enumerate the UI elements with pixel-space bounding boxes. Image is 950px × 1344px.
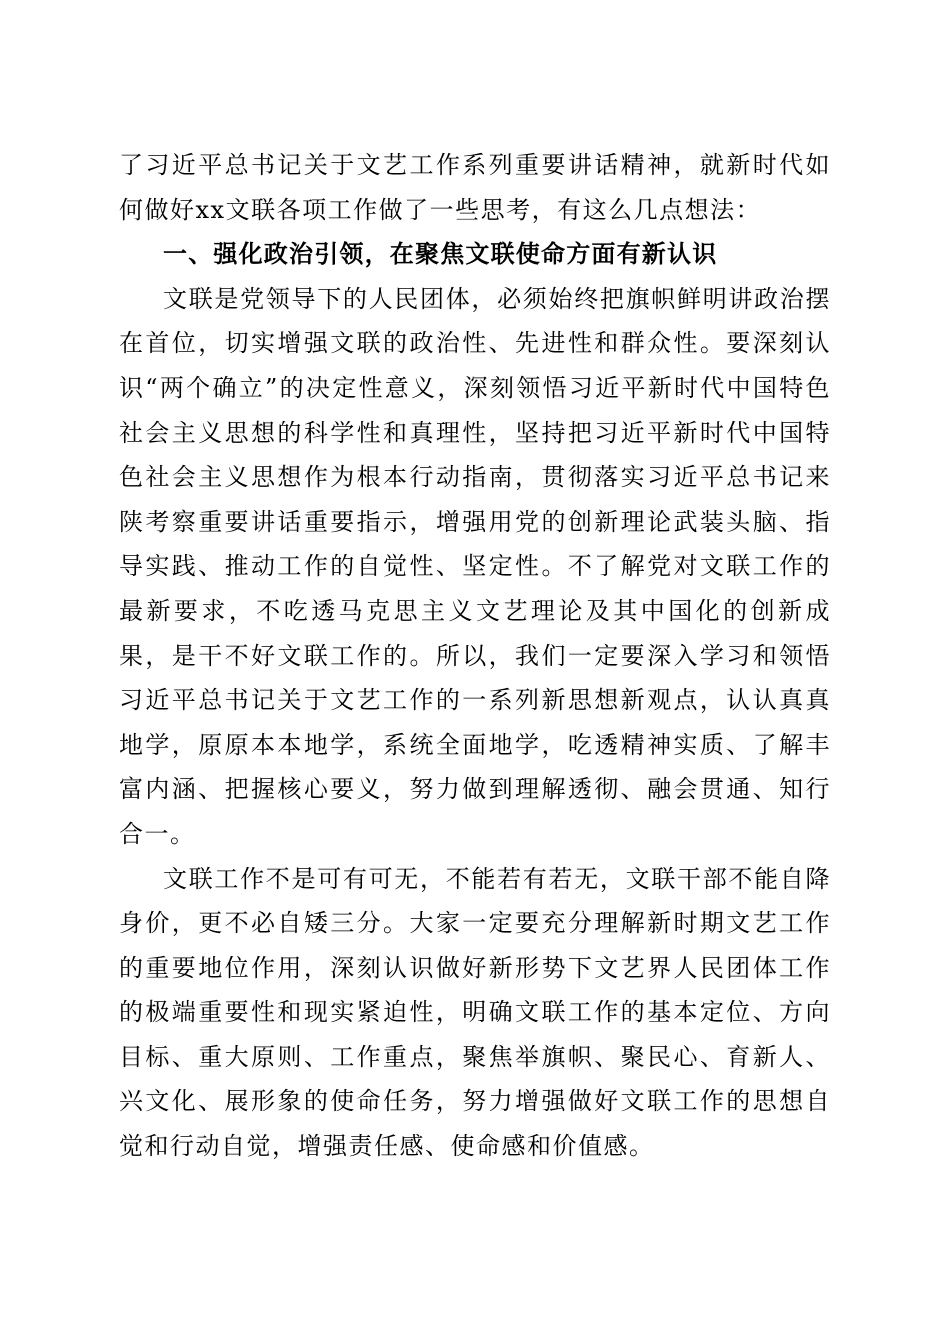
body-paragraph: 文联工作不是可有可无，不能若有若无，文联干部不能自降身价，更不必自矮三分。大家一定要充分理解新时期文艺工作的重要地位作用，深刻认识做好新形势下文艺界人民团体工作的极端重要性和现实紧迫性，明确文联工作的基本定位、方向目标、重大原则、工作重点，聚焦举旗帜、聚民心、育新人、兴文化、展形象的使命任务，努力增强做好文联工作的思想自觉和行动自觉，增强责任感、使命感和价值感。 bbox=[119, 864, 831, 1161]
paragraph-continuation: 了习近平总书记关于文艺工作系列重要讲话精神，就新时代如何做好xx文联各项工作做了一些思考，有这么几点想法： bbox=[119, 151, 831, 224]
document-body bbox=[119, 143, 831, 1169]
body-paragraph: 文联是党领导下的人民团体，必须始终把旗帜鲜明讲政治摆在首位，切实增强文联的政治性、先进性和群众性。要深刻认识“两个确立”的决定性意义，深刻领悟习近平新时代中国特色社会主义思想的科学性和真理性，坚持把习近平新时代中国特色社会主义思想作为根本行动指南，贯彻落实习近平总书记来陕考察重要讲话重要指示，增强用党的创新理论武装头脑、指导实践、推动工作的自觉性、坚定性。不了解党对文联工作的最新要求，不吃透马克思主义文艺理论及其中国化的创新成果，是干不好文联工作的。所以，我们一定要深入学习和领悟习近平总书记关于文艺工作的一系列新思想新观点，认认真真地学，原原本本地学，系统全面地学，吃透精神实质、了解丰富内涵、把握核心要义，努力做到理解透彻、融会贯通、知行合一。 bbox=[119, 284, 831, 848]
section-heading: 一、强化政治引领，在聚焦文联使命方面有新认识 bbox=[163, 240, 718, 269]
